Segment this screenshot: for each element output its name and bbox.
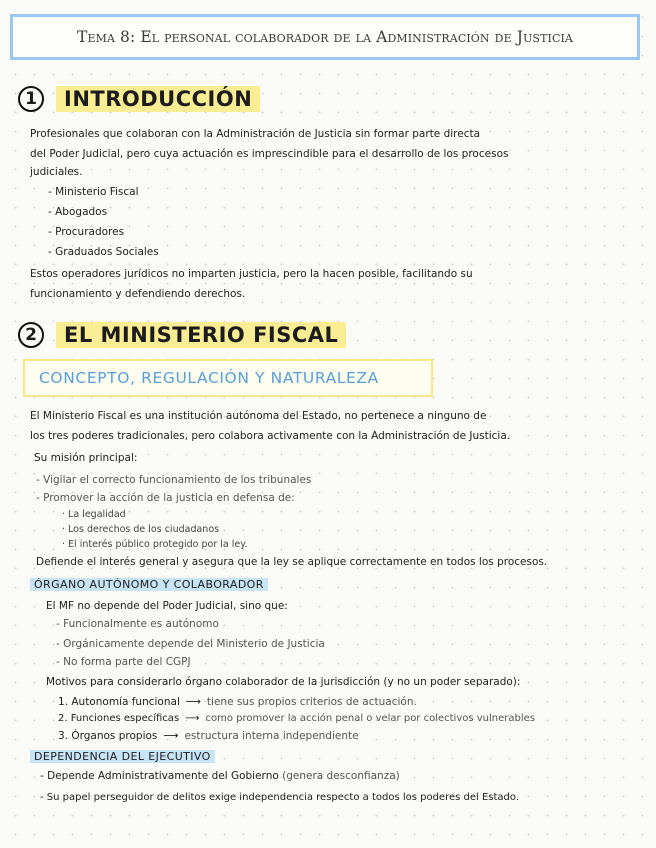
list-item: - Abogados [48, 206, 108, 218]
intro-line-1: Profesionales que colaboran con la Administración de Justicia sin formar parte directa [30, 128, 481, 140]
arrow-icon: ⟶ [185, 713, 200, 724]
organo-heading [30, 578, 268, 591]
section-title-introduccion: INTRODUCCIÓN [56, 86, 260, 112]
defiende-line: Defiende el interés general y asegura que la ley se aplique correctamente en todos los procesos. [36, 556, 548, 568]
motivo-term: 3. Órganos propios [58, 730, 158, 742]
section-heading-introduccion [18, 86, 260, 112]
list-item: - Ministerio Fiscal [48, 186, 139, 198]
dependencia-note: (genera desconfianza) [282, 770, 400, 782]
dependencia-line [40, 770, 400, 782]
subheading-concepto [23, 359, 433, 397]
intro-line-2: del Poder Judicial, pero cuya actuación es imprescindible para el desarrollo de los procesos [30, 148, 509, 160]
list-item: - Procuradores [48, 226, 125, 238]
dependencia-line [40, 792, 519, 803]
page-title: Tema 8: El personal colaborador de la Administración de Justicia [10, 14, 640, 60]
defensa-item: · Los derechos de los ciudadanos [62, 524, 220, 535]
intro-line-3: judiciales. [30, 166, 83, 178]
motivo-row [58, 730, 359, 742]
dependencia-main: - Depende Administrativamente del Gobierno [40, 770, 279, 782]
mision-item: - Vigilar el correcto funcionamiento de los tribunales [36, 474, 312, 486]
arrow-icon: ⟶ [185, 696, 201, 708]
motivo-desc: como promover la acción penal o velar por colectivos vulnerables [205, 713, 536, 724]
list-item: - Graduados Sociales [48, 246, 159, 258]
concept-line-1: El Ministerio Fiscal es una institución autónoma del Estado, no pertenece a ninguno de [30, 410, 487, 422]
concept-line-2: los tres poderes tradicionales, pero colabora activamente con la Administración de Justicia. [30, 430, 511, 442]
organo-item: - Funcionalmente es autónomo [56, 618, 219, 630]
motivo-desc: estructura interna independiente [184, 730, 359, 742]
section-heading-ministerio-fiscal [18, 322, 346, 348]
organo-item: - No forma parte del CGPJ [56, 656, 191, 668]
motivo-term: 2. Funciones específicas [58, 713, 180, 724]
closing-line-2: funcionamiento y defendiendo derechos. [30, 288, 246, 300]
organo-item: - Orgánicamente depende del Ministerio de Justicia [56, 638, 325, 650]
section-number-1: 1 [18, 86, 44, 112]
mision-item: - Promover la acción de la justicia en defensa de: [36, 492, 295, 504]
dependencia-heading-text: DEPENDENCIA DEL EJECUTIVO [30, 750, 215, 763]
dependencia-main: - Su papel perseguidor de delitos exige independencia respecto a todos los poderes del Estado. [40, 792, 520, 803]
dependencia-heading [30, 750, 215, 763]
mision-label: Su misión principal: [34, 452, 138, 464]
section-title-ministerio-fiscal: EL MINISTERIO FISCAL [56, 322, 346, 348]
subheading-concepto-text: CONCEPTO, REGULACIÓN Y NATURALEZA [39, 369, 379, 387]
motivo-desc: tiene sus propios criterios de actuación. [206, 696, 417, 708]
defensa-item: · La legalidad [62, 509, 126, 520]
section-number-2: 2 [18, 322, 44, 348]
motivo-row [58, 713, 535, 724]
defensa-item: · El interés público protegido por la ley. [62, 539, 248, 550]
arrow-icon: ⟶ [163, 730, 179, 742]
closing-line-1: Estos operadores jurídicos no imparten justicia, pero la hacen posible, facilitando su [30, 268, 473, 280]
motivo-row [58, 696, 417, 708]
motivos-label: Motivos para considerarlo órgano colaborador de la jurisdicción (y no un poder separado): [46, 676, 521, 688]
motivo-term: 1. Autonomía funcional [58, 696, 180, 708]
organo-intro: El MF no depende del Poder Judicial, sino que: [46, 600, 288, 612]
organo-heading-text: ÓRGANO AUTÓNOMO Y COLABORADOR [30, 578, 268, 591]
